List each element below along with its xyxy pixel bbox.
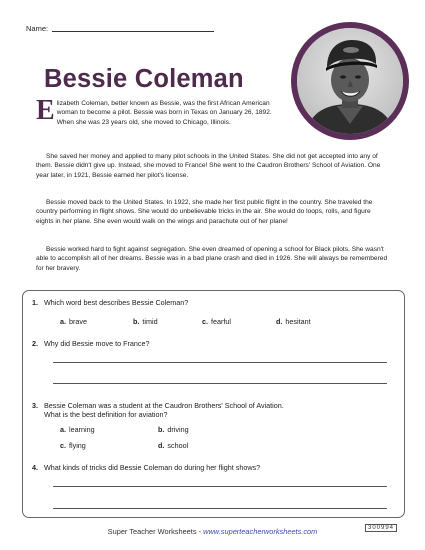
question-4 <box>32 463 260 472</box>
bessie-coleman-portrait <box>297 28 403 134</box>
question-4-text: What kinds of tricks did Bessie Coleman do during her flight shows? <box>44 463 261 472</box>
option-text: driving <box>167 425 189 434</box>
passage-paragraph-1 <box>36 95 286 127</box>
passage-paragraph-2 <box>36 152 388 180</box>
option-letter: d. <box>158 441 165 450</box>
portrait-photo <box>297 28 403 134</box>
name-field[interactable] <box>52 31 214 32</box>
passage-paragraph-4 <box>36 245 388 273</box>
option-letter: d. <box>276 317 283 326</box>
option-letter: b. <box>133 317 140 326</box>
paragraph-2-text: She saved her money and applied to many pilot schools in the United States. She did not get accepted into any of them. Bessie didn't give up. Instead, she moved to France! She went to the Caudron Brothers' School of Aviation. One year later, in 1921, Bessie earned her pilot's license. <box>36 153 381 179</box>
paragraph-3-text: Bessie moved back to the United States. In 1922, she made her first public flight in the country. She traveled the country performing in flight shows. She would do unbelievable tricks in the air. She would do loops, rolls, and figure eights in her plane. She even would walk on the wings and parachute out of her plane! <box>36 199 373 225</box>
option-letter: c. <box>60 441 66 450</box>
q1-option-c[interactable] <box>202 317 231 326</box>
question-1 <box>32 298 188 307</box>
question-3-line-2: What is the best definition for aviation? <box>44 410 168 419</box>
question-4-number: 4. <box>32 463 38 472</box>
option-text: flying <box>69 441 86 450</box>
q1-option-b[interactable] <box>133 317 158 326</box>
option-text: hesitant <box>285 317 311 326</box>
question-3-text: Bessie Coleman was a student at the Caudron Brothers' School of Aviation. <box>44 401 284 410</box>
option-letter: a. <box>60 317 66 326</box>
option-text: school <box>167 441 189 450</box>
q1-option-a[interactable] <box>60 317 87 326</box>
worksheet-code: 300994 <box>365 524 397 532</box>
option-text: timid <box>142 317 158 326</box>
question-1-number: 1. <box>32 298 38 307</box>
q4-answer-line-2[interactable] <box>53 508 387 509</box>
question-2-text: Why did Bessie move to France? <box>44 339 150 348</box>
option-letter: c. <box>202 317 208 326</box>
q4-answer-line-1[interactable] <box>53 486 387 487</box>
footer-brand: Super Teacher Worksheets <box>107 527 197 536</box>
option-letter: b. <box>158 425 165 434</box>
question-3 <box>32 401 284 410</box>
question-2-number: 2. <box>32 339 38 348</box>
name-label: Name: <box>26 24 49 33</box>
q2-answer-line-1[interactable] <box>53 362 387 363</box>
footer-url-link[interactable]: www.superteacherworksheets.com <box>203 527 318 536</box>
q1-option-d[interactable] <box>276 317 311 326</box>
drop-cap: E <box>36 95 55 126</box>
passage-paragraph-3 <box>36 198 388 226</box>
question-3-number: 3. <box>32 401 38 410</box>
option-text: learning <box>69 425 95 434</box>
q2-answer-line-2[interactable] <box>53 383 387 384</box>
option-text: fearful <box>211 317 231 326</box>
footer-separator: - <box>196 527 204 536</box>
paragraph-1-text: lizabeth Coleman, better known as Bessie, was the first African American woman to become a pilot. Bessie was born in Texas on January 26, 1892. When she was 23 years old, she moved to Chicago, Illinois. <box>56 100 272 126</box>
q3-option-b[interactable] <box>158 425 189 434</box>
page-title: Bessie Coleman <box>44 65 244 93</box>
option-letter: a. <box>60 425 66 434</box>
paragraph-4-text: Bessie worked hard to fight against segregation. She even dreamed of opening a school for Black pilots. She wasn't able to accomplish all of her dreams. Bessie was in a bad plane crash and died in 1926. She will always be remembered for her bravery. <box>36 246 388 272</box>
footer <box>0 527 425 536</box>
q3-option-a[interactable] <box>60 425 95 434</box>
q3-option-d[interactable] <box>158 441 188 450</box>
question-2 <box>32 339 149 348</box>
question-1-text: Which word best describes Bessie Coleman? <box>44 298 189 307</box>
option-text: brave <box>69 317 87 326</box>
q3-option-c[interactable] <box>60 441 86 450</box>
